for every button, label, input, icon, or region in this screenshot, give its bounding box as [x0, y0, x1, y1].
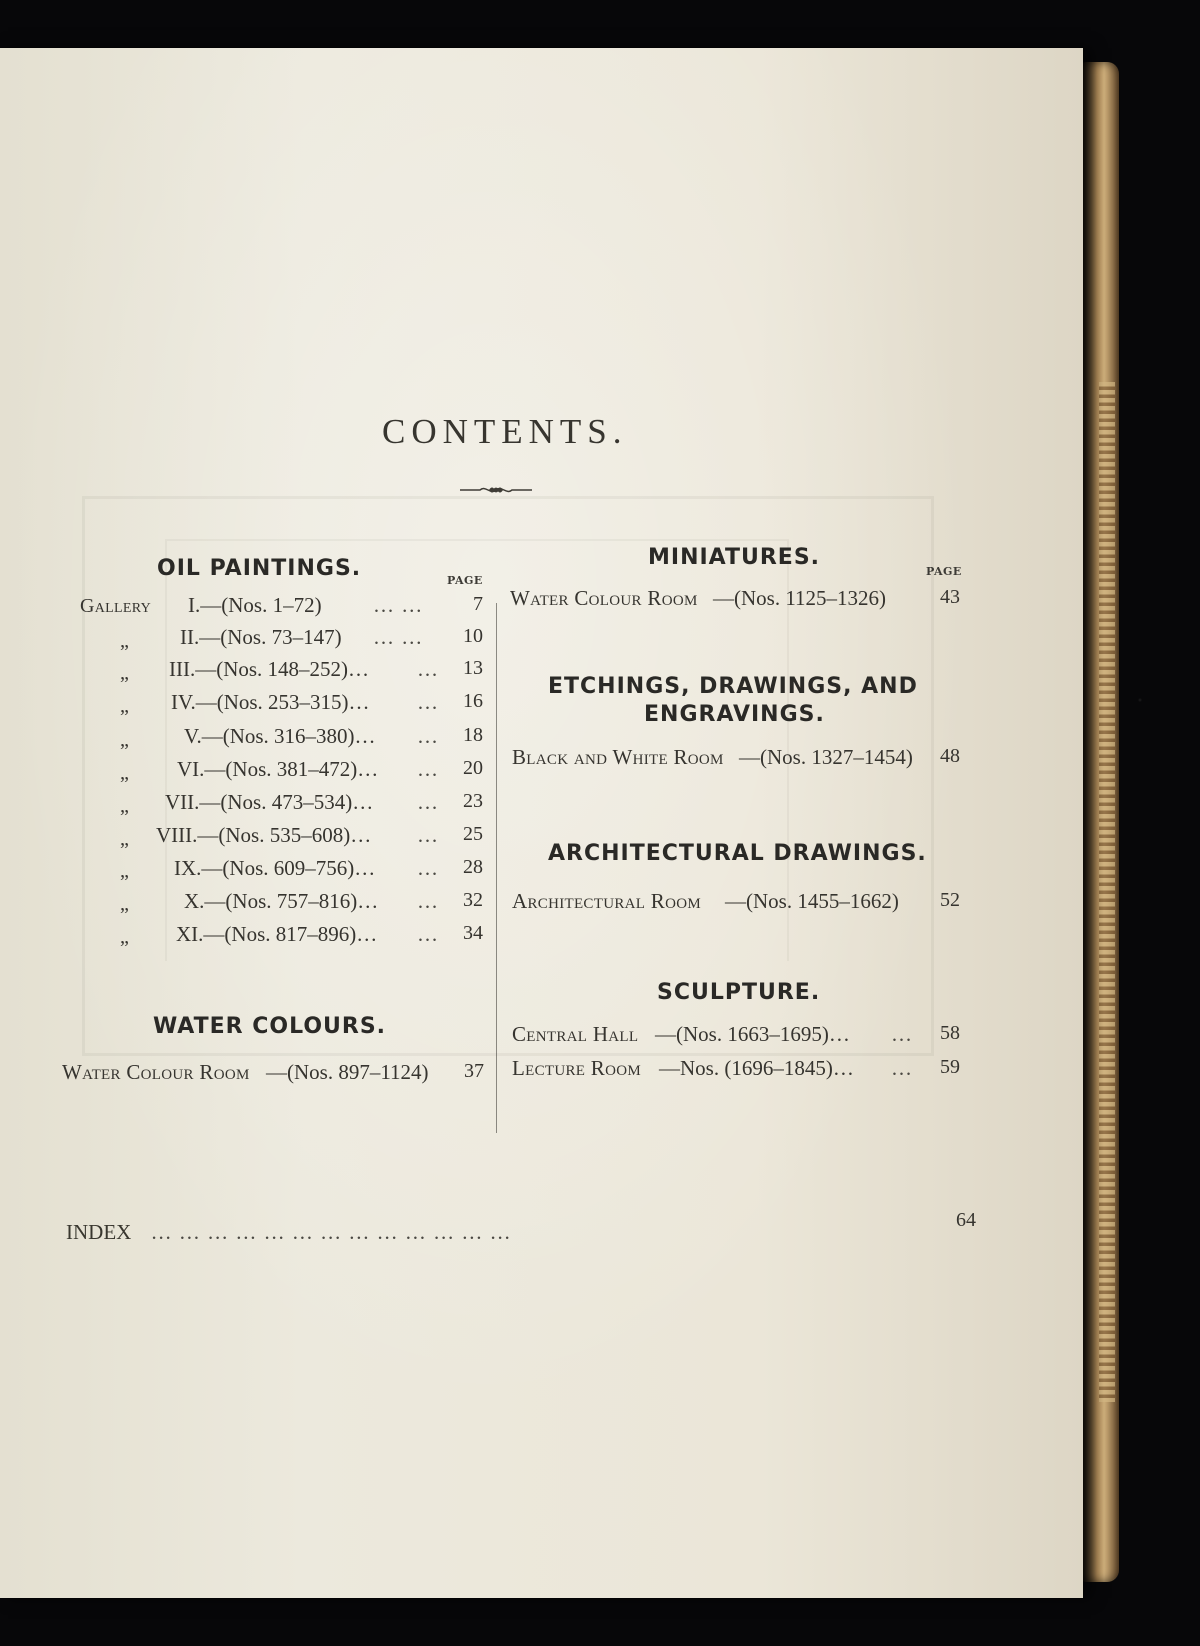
ditto-mark: „: [120, 893, 129, 915]
page-number: 10: [463, 625, 483, 647]
index-label: INDEX: [66, 1220, 132, 1244]
sculpture-heading: SCULPTURE.: [657, 980, 821, 1005]
page-number: 58: [940, 1022, 960, 1044]
dot-leader: …: [417, 690, 439, 714]
entry-prefix: Gallery: [80, 595, 151, 617]
page-number: 25: [463, 823, 483, 845]
page-number: 23: [463, 790, 483, 812]
water-colours-heading: WATER COLOURS.: [153, 1014, 387, 1039]
right-page-column-label: PAGE: [926, 565, 962, 578]
dot-leader: …: [417, 724, 439, 748]
ditto-mark: „: [120, 630, 129, 652]
page-number: 13: [463, 657, 483, 679]
entry-text: X.—(Nos. 757–816)…: [184, 889, 379, 913]
dot-leader: …: [891, 1022, 913, 1046]
ditto-mark: „: [120, 926, 129, 948]
entry-text: IV.—(Nos. 253–315)…: [171, 690, 370, 714]
ditto-mark: „: [120, 662, 129, 684]
oil-paintings-heading: OIL PAINTINGS.: [157, 556, 362, 581]
entry-range: —(Nos. 1455–1662): [725, 889, 899, 913]
entry-text: I.—(Nos. 1–72): [188, 593, 322, 617]
index-dot-leader: … … … … … … … … … … … … …: [150, 1220, 512, 1244]
dot-leader: …: [417, 823, 439, 847]
page-number: 7: [473, 593, 483, 615]
entry-label: Lecture Room: [512, 1056, 642, 1080]
dot-leader: …: [417, 757, 439, 781]
left-page-column-label: PAGE: [447, 574, 483, 587]
entry-range: —(Nos. 1125–1326): [713, 586, 887, 610]
contents-title: CONTENTS.: [382, 412, 628, 451]
entry-text: V.—(Nos. 316–380)…: [184, 724, 376, 748]
catalogue-page: [0, 48, 1083, 1598]
entry-text: VII.—(Nos. 473–534)…: [165, 790, 374, 814]
page-number: 37: [464, 1060, 484, 1082]
etchings-heading-line-1: ETCHINGS, DRAWINGS, AND: [548, 674, 918, 699]
entry-range: —(Nos. 1327–1454): [739, 745, 913, 769]
page-number: 18: [463, 724, 483, 746]
entry-range: —Nos. (1696–1845)…: [659, 1056, 854, 1080]
entry-range: —(Nos. 1663–1695)…: [655, 1022, 850, 1046]
page-number: 20: [463, 757, 483, 779]
page-number: 52: [940, 889, 960, 911]
decorative-rule-icon: [458, 483, 534, 497]
page-number: 16: [463, 690, 483, 712]
dot-leader: …: [417, 889, 439, 913]
page-number: 34: [463, 922, 483, 944]
dot-leader: …: [891, 1056, 913, 1080]
entry-text: II.—(Nos. 73–147): [180, 625, 342, 649]
ditto-mark: „: [120, 828, 129, 850]
entry-text: XI.—(Nos. 817–896)…: [176, 922, 378, 946]
entry-text: VI.—(Nos. 381–472)…: [177, 757, 379, 781]
entry-label: Architectural Room: [512, 889, 701, 913]
entry-text: VIII.—(Nos. 535–608)…: [156, 823, 372, 847]
entry-label: Central Hall: [512, 1022, 639, 1046]
ditto-mark: „: [120, 860, 129, 882]
entry-label: Water Colour Room: [510, 586, 698, 610]
ditto-mark: „: [120, 795, 129, 817]
dot-leader: … …: [373, 593, 424, 617]
dot-leader: … …: [373, 625, 424, 649]
dot-leader: …: [417, 922, 439, 946]
entry-text: III.—(Nos. 148–252)…: [169, 657, 370, 681]
ditto-mark: „: [120, 695, 129, 717]
page-number: 32: [463, 889, 483, 911]
dot-leader: …: [417, 856, 439, 880]
entry-label: Black and White Room: [512, 745, 724, 769]
entry-text: IX.—(Nos. 609–756)…: [174, 856, 376, 880]
etchings-heading-line-2: ENGRAVINGS.: [644, 702, 825, 727]
ditto-mark: „: [120, 762, 129, 784]
index-entry: [66, 1209, 976, 1250]
page-number: 43: [940, 586, 960, 608]
page-number: 28: [463, 856, 483, 878]
dot-leader: …: [417, 790, 439, 814]
miniatures-heading: MINIATURES.: [648, 545, 821, 570]
entry-range: —(Nos. 897–1124): [266, 1060, 429, 1084]
dot-leader: …: [417, 657, 439, 681]
ditto-mark: „: [120, 729, 129, 751]
page-number: 59: [940, 1056, 960, 1078]
index-page-number: 64: [956, 1209, 976, 1231]
architectural-drawings-heading: ARCHITECTURAL DRAWINGS.: [548, 841, 927, 866]
column-divider: [496, 603, 497, 1133]
page-number: 48: [940, 745, 960, 767]
entry-label: Water Colour Room: [62, 1060, 250, 1084]
